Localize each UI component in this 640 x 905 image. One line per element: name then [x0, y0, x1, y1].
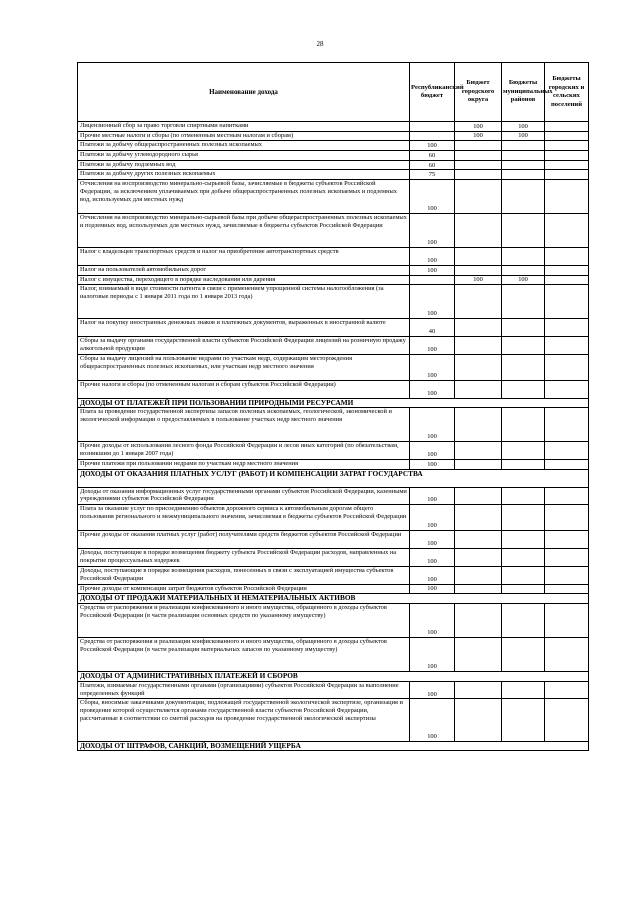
city-share-cell	[455, 151, 502, 161]
table-row	[78, 604, 589, 638]
republic-share-cell: 100	[410, 638, 455, 672]
settlement-share-cell	[545, 531, 589, 549]
settlement-share-cell	[545, 584, 589, 594]
municipal-share-cell	[502, 248, 545, 266]
section-header-row	[78, 469, 589, 487]
city-share-cell	[455, 699, 502, 741]
settlement-share-cell	[545, 151, 589, 161]
city-share-cell	[455, 380, 502, 398]
income-name-cell: Прочие доходы от использования лесного фонда Российской Федерации и лесов иных категорий (по обязательствам, возникшим до 1 января 2007 года)	[78, 442, 410, 460]
municipal-share-cell	[502, 354, 545, 380]
city-share-cell	[455, 531, 502, 549]
section-title: ДОХОДЫ ОТ ШТРАФОВ, САНКЦИЙ, ВОЗМЕЩЕНИЙ УЩЕРБА	[78, 741, 589, 751]
settlement-share-cell	[545, 170, 589, 180]
settlement-share-cell	[545, 275, 589, 285]
settlement-share-cell	[545, 214, 589, 248]
settlement-share-cell	[545, 265, 589, 275]
table-row	[78, 699, 589, 741]
settlement-share-cell	[545, 337, 589, 355]
income-name-cell: Доходы, поступающие в порядке возмещения расходов, понесенных в связи с эксплуатацией имущества субъектов Российской Федерации	[78, 566, 410, 584]
city-share-cell	[455, 584, 502, 594]
republic-share-cell: 100	[410, 549, 455, 567]
city-share-cell: 100	[455, 122, 502, 132]
settlement-share-cell	[545, 354, 589, 380]
settlement-share-cell	[545, 460, 589, 470]
income-name-cell: Налог с имущества, переходящего в порядке наследования или дарения	[78, 275, 410, 285]
settlement-share-cell	[545, 131, 589, 141]
republic-share-cell: 100	[410, 141, 455, 151]
republic-share-cell	[410, 122, 455, 132]
table-row	[78, 549, 589, 567]
income-name-cell: Плата за оказание услуг по присоединению объектов дорожного сервиса к автомобильным дорогам общего пользования регионального и межмуниципального значения, зачисляемая в бюджеты субъектов Российской Федерации	[78, 505, 410, 531]
income-name-cell: Доходы от оказания информационных услуг государственными органами субъектов Российской Федерации, казенными учреждениями субъектов Российской Федерации	[78, 487, 410, 505]
municipal-share-cell	[502, 604, 545, 638]
municipal-share-cell	[502, 170, 545, 180]
table-row	[78, 460, 589, 470]
table-row	[78, 442, 589, 460]
table-row	[78, 248, 589, 266]
income-name-cell: Отчисления на воспроизводство минерально-сырьевой базы, зачисляемые в бюджеты субъектов Российской Федерации, за исключением уплачиваемых при добыче общераспространенных полезных ископаемых и подземных вод, используемых для местных нужд	[78, 180, 410, 214]
republic-share-cell: 100	[410, 699, 455, 741]
header-income-name: Наименование дохода	[78, 63, 410, 122]
city-share-cell	[455, 141, 502, 151]
republic-share-cell: 60	[410, 151, 455, 161]
section-header-row	[78, 594, 589, 604]
city-share-cell: 100	[455, 275, 502, 285]
table-row	[78, 681, 589, 699]
municipal-share-cell	[502, 141, 545, 151]
table-row	[78, 380, 589, 398]
republic-share-cell: 100	[410, 354, 455, 380]
income-name-cell: Средства от распоряжения и реализации конфискованного и иного имущества, обращенного в доходы субъектов Российской Федерации (в части реализации основных средств по указанному имуществу)	[78, 604, 410, 638]
table-row	[78, 265, 589, 275]
settlement-share-cell	[545, 442, 589, 460]
city-share-cell	[455, 487, 502, 505]
municipal-share-cell	[502, 380, 545, 398]
income-name-cell: Средства от распоряжения и реализации конфискованного и иного имущества, обращенного в доходы субъектов Российской Федерации (в части реализации материальных запасов по указанному имуществу)	[78, 638, 410, 672]
city-share-cell	[455, 160, 502, 170]
section-header-row	[78, 741, 589, 751]
income-name-cell: Платежи, взимаемые государственными органами (организациями) субъектов Российской Федерации за выполнение определенных функций	[78, 681, 410, 699]
income-name-cell: Налог с владельцев транспортных средств и налог на приобретение автотранспортных средств	[78, 248, 410, 266]
municipal-share-cell	[502, 505, 545, 531]
settlement-share-cell	[545, 122, 589, 132]
table-row	[78, 275, 589, 285]
municipal-share-cell	[502, 531, 545, 549]
republic-share-cell: 100	[410, 531, 455, 549]
city-share-cell	[455, 214, 502, 248]
republic-share-cell: 100	[410, 265, 455, 275]
republic-share-cell: 100	[410, 180, 455, 214]
republic-share-cell: 100	[410, 460, 455, 470]
table-row	[78, 214, 589, 248]
municipal-share-cell	[502, 460, 545, 470]
table-row	[78, 354, 589, 380]
table-row	[78, 638, 589, 672]
table-header-row	[78, 63, 589, 122]
republic-share-cell	[410, 275, 455, 285]
header-republic-budget: Республиканский бюджет	[410, 63, 455, 122]
table-row	[78, 408, 589, 442]
republic-share-cell: 40	[410, 319, 455, 337]
income-name-cell: Платежи за добычу общераспространенных полезных ископаемых	[78, 141, 410, 151]
municipal-share-cell	[502, 337, 545, 355]
section-title: ДОХОДЫ ОТ ОКАЗАНИЯ ПЛАТНЫХ УСЛУГ (РАБОТ) И КОМПЕНСАЦИИ ЗАТРАТ ГОСУДАРСТВА	[78, 469, 589, 487]
republic-share-cell: 100	[410, 681, 455, 699]
section-header-row	[78, 398, 589, 408]
municipal-share-cell	[502, 285, 545, 319]
table-row	[78, 131, 589, 141]
republic-share-cell: 100	[410, 214, 455, 248]
city-share-cell	[455, 248, 502, 266]
income-name-cell: Сборы, вносимые заказчиками документации, подлежащей государственной экологической экспертизе, организация и проведение которой осуществляется органами государственной власти субъектов Российской Федерации, рассчитанные в соответствии со сметой расходов на проведение государственной экологической экспертизы	[78, 699, 410, 741]
table-row	[78, 170, 589, 180]
municipal-share-cell	[502, 681, 545, 699]
table-row	[78, 122, 589, 132]
income-name-cell: Прочие налоги и сборы (по отмененным налогам и сборам субъектов Российской Федерации)	[78, 380, 410, 398]
republic-share-cell: 100	[410, 604, 455, 638]
republic-share-cell: 100	[410, 566, 455, 584]
page-number: 28	[316, 40, 324, 48]
income-name-cell: Платежи за добычу углеводородного сырья	[78, 151, 410, 161]
municipal-share-cell	[502, 408, 545, 442]
city-share-cell	[455, 319, 502, 337]
city-share-cell	[455, 170, 502, 180]
republic-share-cell: 75	[410, 170, 455, 180]
income-name-cell: Сборы за выдачу лицензий на пользование недрами по участкам недр, содержащим месторождения общераспространенных полезных ископаемых, или участкам недр местного значения	[78, 354, 410, 380]
settlement-share-cell	[545, 604, 589, 638]
settlement-share-cell	[545, 319, 589, 337]
table-row	[78, 285, 589, 319]
republic-share-cell: 60	[410, 160, 455, 170]
municipal-share-cell	[502, 566, 545, 584]
city-share-cell	[455, 681, 502, 699]
city-share-cell	[455, 460, 502, 470]
income-name-cell: Сборы за выдачу органами государственной власти субъектов Российской Федерации лицензий на розничную продажу алкогольной продукции	[78, 337, 410, 355]
municipal-share-cell	[502, 487, 545, 505]
income-name-cell: Лицензионный сбор за право торговли спиртными напитками	[78, 122, 410, 132]
settlement-share-cell	[545, 160, 589, 170]
settlement-share-cell	[545, 638, 589, 672]
income-name-cell: Прочие местные налоги и сборы (по отмененным местным налогам и сборам)	[78, 131, 410, 141]
settlement-share-cell	[545, 180, 589, 214]
income-name-cell: Платежи за добычу подземных вод	[78, 160, 410, 170]
municipal-share-cell: 100	[502, 275, 545, 285]
republic-share-cell: 100	[410, 337, 455, 355]
city-share-cell: 100	[455, 131, 502, 141]
settlement-share-cell	[545, 699, 589, 741]
republic-share-cell: 100	[410, 505, 455, 531]
income-name-cell: Налог, взимаемый в виде стоимости патента в связи с применением упрощенной системы налогообложения (за налоговые периоды с 1 января 2011 года по 1 января 2013 года)	[78, 285, 410, 319]
municipal-share-cell	[502, 584, 545, 594]
settlement-share-cell	[545, 549, 589, 567]
city-share-cell	[455, 285, 502, 319]
income-name-cell: Доходы, поступающие в порядке возмещения бюджету субъекта Российской Федерации расходов, направленных на покрытие процессуальных издержек	[78, 549, 410, 567]
section-title: ДОХОДЫ ОТ ПРОДАЖИ МАТЕРИАЛЬНЫХ И НЕМАТЕРИАЛЬНЫХ АКТИВОВ	[78, 594, 589, 604]
city-share-cell	[455, 566, 502, 584]
municipal-share-cell: 100	[502, 122, 545, 132]
republic-share-cell: 100	[410, 584, 455, 594]
table-row	[78, 505, 589, 531]
municipal-share-cell	[502, 151, 545, 161]
income-name-cell: Прочие доходы от компенсации затрат бюджетов субъектов Российской Федерации	[78, 584, 410, 594]
republic-share-cell: 100	[410, 408, 455, 442]
section-header-row	[78, 672, 589, 682]
settlement-share-cell	[545, 141, 589, 151]
municipal-share-cell	[502, 180, 545, 214]
income-name-cell: Налог на пользователей автомобильных дорог	[78, 265, 410, 275]
municipal-share-cell	[502, 549, 545, 567]
table-row	[78, 160, 589, 170]
municipal-share-cell	[502, 160, 545, 170]
income-name-cell: Платежи за добычу других полезных ископаемых	[78, 170, 410, 180]
city-share-cell	[455, 604, 502, 638]
settlement-share-cell	[545, 487, 589, 505]
city-share-cell	[455, 265, 502, 275]
table-row	[78, 151, 589, 161]
income-name-cell: Отчисления на воспроизводство минерально-сырьевой базы при добыче общераспространенных полезных ископаемых и подземных вод, используемых для местных нужд, зачисляемые в бюджеты субъектов Российской Федерации	[78, 214, 410, 248]
city-share-cell	[455, 408, 502, 442]
income-name-cell: Плата за проведение государственной экспертизы запасов полезных ископаемых, геологической, экономической и экологической информации о предоставляемых в пользование участках недр местного значения	[78, 408, 410, 442]
republic-share-cell: 100	[410, 248, 455, 266]
revenue-distribution-table	[77, 62, 589, 751]
settlement-share-cell	[545, 248, 589, 266]
settlement-share-cell	[545, 285, 589, 319]
income-name-cell: Прочие доходы от оказания платных услуг (работ) получателями средств бюджетов субъектов Российской Федерации	[78, 531, 410, 549]
city-share-cell	[455, 442, 502, 460]
table-row	[78, 319, 589, 337]
republic-share-cell: 100	[410, 487, 455, 505]
city-share-cell	[455, 337, 502, 355]
header-city-budget: Бюджет городского округа	[455, 63, 502, 122]
header-municipal-budgets: Бюджеты муниципальных районов	[502, 63, 545, 122]
table-row	[78, 566, 589, 584]
municipal-share-cell	[502, 319, 545, 337]
municipal-share-cell	[502, 699, 545, 741]
republic-share-cell: 100	[410, 442, 455, 460]
republic-share-cell: 100	[410, 380, 455, 398]
table-row	[78, 337, 589, 355]
settlement-share-cell	[545, 505, 589, 531]
municipal-share-cell	[502, 214, 545, 248]
settlement-share-cell	[545, 681, 589, 699]
income-name-cell: Прочие платежи при пользовании недрами по участкам недр местного значения	[78, 460, 410, 470]
municipal-share-cell: 100	[502, 131, 545, 141]
city-share-cell	[455, 638, 502, 672]
municipal-share-cell	[502, 638, 545, 672]
settlement-share-cell	[545, 408, 589, 442]
municipal-share-cell	[502, 265, 545, 275]
table-row	[78, 531, 589, 549]
city-share-cell	[455, 180, 502, 214]
section-title: ДОХОДЫ ОТ АДМИНИСТРАТИВНЫХ ПЛАТЕЖЕЙ И СБОРОВ	[78, 672, 589, 682]
table-row	[78, 487, 589, 505]
city-share-cell	[455, 354, 502, 380]
table-row	[78, 180, 589, 214]
header-settlement-budgets: Бюджеты городских и сельских поселений	[545, 63, 589, 122]
republic-share-cell: 100	[410, 285, 455, 319]
income-name-cell: Налог на покупку иностранных денежных знаков и платежных документов, выраженных в иностранной валюте	[78, 319, 410, 337]
settlement-share-cell	[545, 380, 589, 398]
city-share-cell	[455, 505, 502, 531]
settlement-share-cell	[545, 566, 589, 584]
municipal-share-cell	[502, 442, 545, 460]
table-row	[78, 141, 589, 151]
section-title: ДОХОДЫ ОТ ПЛАТЕЖЕЙ ПРИ ПОЛЬЗОВАНИИ ПРИРОДНЫМИ РЕСУРСАМИ	[78, 398, 589, 408]
republic-share-cell	[410, 131, 455, 141]
city-share-cell	[455, 549, 502, 567]
